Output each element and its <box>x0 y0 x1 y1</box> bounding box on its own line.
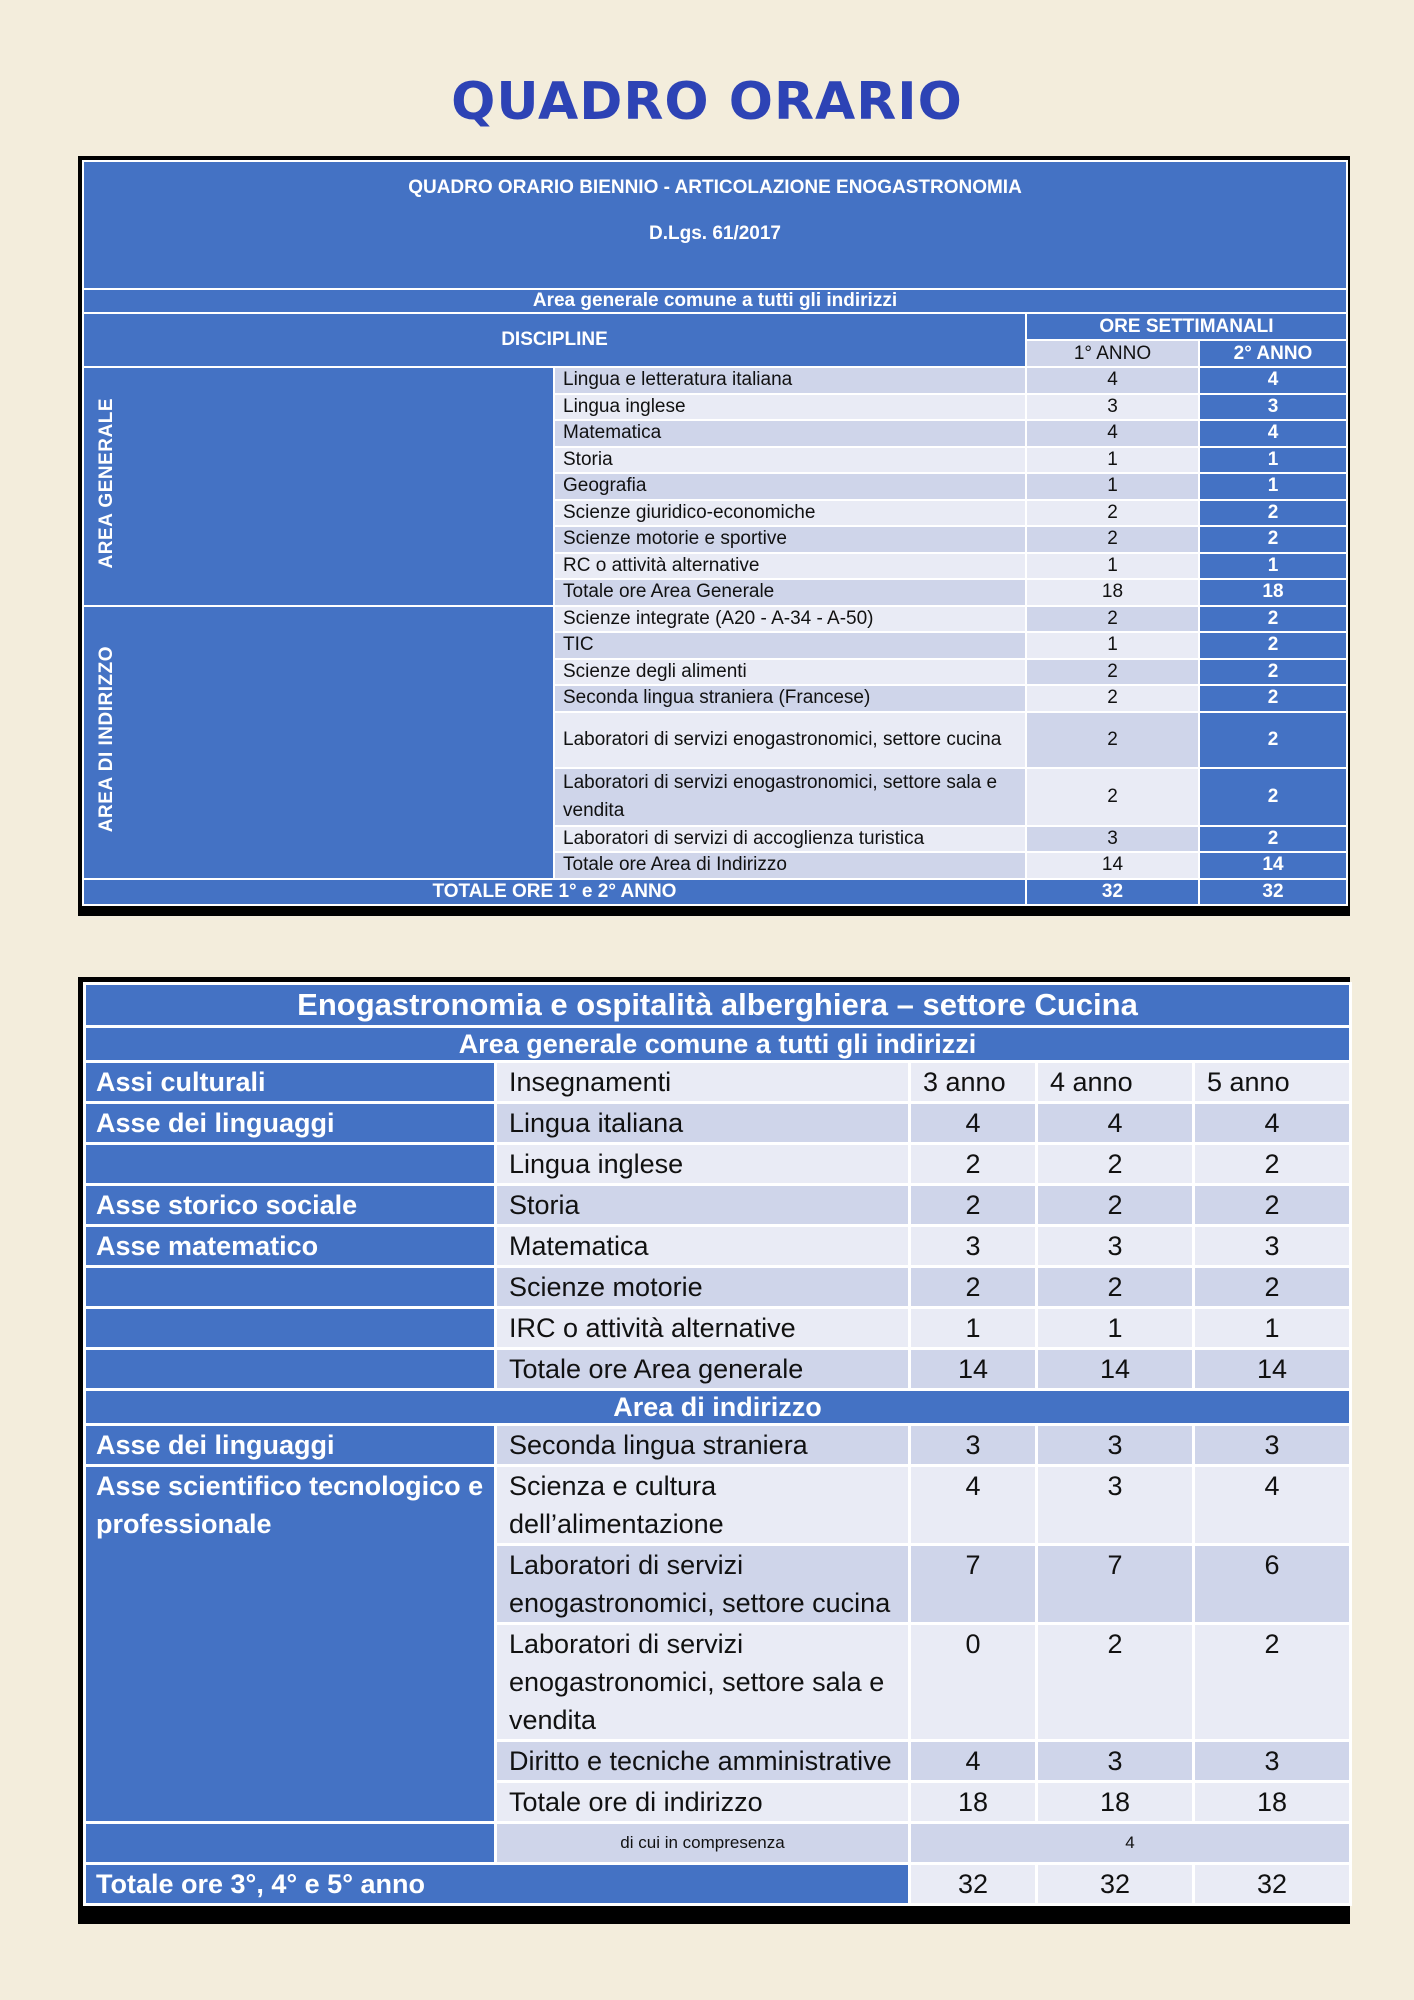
hours-year4: 3 <box>1037 1425 1194 1466</box>
hours-year1: 2 <box>1026 685 1199 712</box>
subject-cell: Storia <box>496 1185 910 1226</box>
hours-year4: 3 <box>1037 1466 1194 1545</box>
triennio-total-year4: 32 <box>1037 1864 1194 1905</box>
hours-year2: 3 <box>1199 394 1347 421</box>
compresenza-value: 4 <box>910 1823 1351 1864</box>
subject-cell: Scienze integrate (A20 - A-34 - A-50) <box>554 606 1026 633</box>
hours-year4: 2 <box>1037 1624 1194 1741</box>
asse-label: Asse dei linguaggi <box>85 1103 496 1144</box>
hours-year2: 2 <box>1199 826 1347 853</box>
hours-year5: 4 <box>1194 1103 1351 1144</box>
page-title: QUADRO ORARIO <box>451 72 963 132</box>
subject-cell: Seconda lingua straniera (Francese) <box>554 685 1026 712</box>
triennio-title: Enogastronomia e ospitalità alberghiera – settore Cucina <box>85 984 1351 1027</box>
hours-year5: 3 <box>1194 1425 1351 1466</box>
subject-cell: Lingua inglese <box>496 1144 910 1185</box>
hours-year2: 2 <box>1199 526 1347 553</box>
hours-year2: 2 <box>1199 712 1347 768</box>
hours-year3: 4 <box>910 1103 1037 1144</box>
hours-year3: 2 <box>910 1144 1037 1185</box>
area-indirizzo-header: Area di indirizzo <box>85 1390 1351 1425</box>
asse-label <box>85 1267 496 1308</box>
hours-year2: 1 <box>1199 553 1347 580</box>
hours-year1: 14 <box>1026 852 1199 879</box>
subject-cell: Diritto e tecniche amministrative <box>496 1741 910 1782</box>
subject-cell: Matematica <box>496 1226 910 1267</box>
subject-cell: IRC o attività alternative <box>496 1308 910 1349</box>
subject-cell: Laboratori di servizi enogastronomici, settore cucina <box>554 712 1026 768</box>
hours-year2: 4 <box>1199 420 1347 447</box>
biennio-title: QUADRO ORARIO BIENNIO - ARTICOLAZIONE ENOGASTRONOMIA <box>408 177 1022 198</box>
triennio-total-year3: 32 <box>910 1864 1037 1905</box>
triennio-total-year5: 32 <box>1194 1864 1351 1905</box>
subject-cell: Matematica <box>554 420 1026 447</box>
subject-cell: Scienze motorie <box>496 1267 910 1308</box>
hours-year3: 4 <box>910 1741 1037 1782</box>
hours-year4: 3 <box>1037 1741 1194 1782</box>
biennio-total-label: TOTALE ORE 1° e 2° ANNO <box>83 879 1026 906</box>
hours-year5: 2 <box>1194 1185 1351 1226</box>
triennio-table <box>78 977 1350 1924</box>
biennio-total-year1: 32 <box>1026 879 1199 906</box>
subject-cell: Laboratori di servizi enogastronomici, settore cucina <box>496 1545 910 1624</box>
hours-year1: 2 <box>1026 659 1199 686</box>
hours-year1: 1 <box>1026 447 1199 474</box>
hours-year4: 3 <box>1037 1226 1194 1267</box>
hours-year1: 2 <box>1026 606 1199 633</box>
hours-year2: 2 <box>1199 768 1347 826</box>
hours-year3: 0 <box>910 1624 1037 1741</box>
hours-year2: 2 <box>1199 659 1347 686</box>
area-generale-header: Area generale comune a tutti gli indirizzi <box>83 289 1347 313</box>
hours-year2: 1 <box>1199 473 1347 500</box>
hours-year3: 14 <box>910 1349 1037 1390</box>
area-generale-header-2: Area generale comune a tutti gli indirizzi <box>85 1027 1351 1062</box>
year2-header: 2° ANNO <box>1199 340 1347 367</box>
hours-year2: 2 <box>1199 500 1347 527</box>
hours-year4: 7 <box>1037 1545 1194 1624</box>
subject-cell: Scienze giuridico-economiche <box>554 500 1026 527</box>
hours-year3: 18 <box>910 1782 1037 1823</box>
hours-year3: 2 <box>910 1267 1037 1308</box>
hours-year4: 2 <box>1037 1185 1194 1226</box>
hours-year3: 2 <box>910 1185 1037 1226</box>
hours-year2: 18 <box>1199 579 1347 606</box>
subject-cell: Scienze motorie e sportive <box>554 526 1026 553</box>
biennio-table <box>78 156 1350 916</box>
hours-year1: 1 <box>1026 473 1199 500</box>
subject-cell: Geografia <box>554 473 1026 500</box>
hours-year1: 4 <box>1026 420 1199 447</box>
hours-year4: 4 <box>1037 1103 1194 1144</box>
hours-year1: 18 <box>1026 579 1199 606</box>
hours-year1: 2 <box>1026 768 1199 826</box>
hours-year3: 1 <box>910 1308 1037 1349</box>
assi-header: Assi culturali <box>85 1062 496 1103</box>
hours-year1: 2 <box>1026 500 1199 527</box>
biennio-total-year2: 32 <box>1199 879 1347 906</box>
decree-reference: D.Lgs. 61/2017 <box>648 223 782 244</box>
subject-cell: Lingua inglese <box>554 394 1026 421</box>
hours-year2: 14 <box>1199 852 1347 879</box>
hours-year2: 2 <box>1199 685 1347 712</box>
hours-year5: 3 <box>1194 1741 1351 1782</box>
subject-total-cell: Totale ore di indirizzo <box>496 1782 910 1823</box>
hours-year5: 18 <box>1194 1782 1351 1823</box>
subject-cell: Lingua italiana <box>496 1103 910 1144</box>
area-generale-side-label: AREA GENERALE <box>83 367 554 606</box>
subject-total-cell: Totale ore Area di Indirizzo <box>554 852 1026 879</box>
hours-year5: 2 <box>1194 1267 1351 1308</box>
subject-cell: RC o attività alternative <box>554 553 1026 580</box>
hours-year4: 2 <box>1037 1267 1194 1308</box>
hours-year4: 18 <box>1037 1782 1194 1823</box>
hours-year4: 1 <box>1037 1308 1194 1349</box>
hours-year1: 1 <box>1026 553 1199 580</box>
subject-cell: Laboratori di servizi enogastronomici, settore sala e vendita <box>496 1624 910 1741</box>
year3-header: 3 anno <box>910 1062 1037 1103</box>
asse-label: Asse storico sociale <box>85 1185 496 1226</box>
subject-cell: Laboratori di servizi di accoglienza turistica <box>554 826 1026 853</box>
hours-year3: 7 <box>910 1545 1037 1624</box>
insegnamenti-header: Insegnamenti <box>496 1062 910 1103</box>
subject-cell: Scienza e cultura dell’alimentazione <box>496 1466 910 1545</box>
hours-year1: 2 <box>1026 526 1199 553</box>
hours-year5: 2 <box>1194 1144 1351 1185</box>
asse-label: Asse dei linguaggi <box>85 1425 496 1466</box>
year5-header: 5 anno <box>1194 1062 1351 1103</box>
year4-header: 4 anno <box>1037 1062 1194 1103</box>
subject-cell: Storia <box>554 447 1026 474</box>
asse-label <box>85 1349 496 1390</box>
hours-year5: 3 <box>1194 1226 1351 1267</box>
asse-label <box>85 1308 496 1349</box>
asse-label-empty <box>85 1823 496 1864</box>
hours-year3: 3 <box>910 1425 1037 1466</box>
area-indirizzo-side-label: AREA DI INDIRIZZO <box>83 606 554 879</box>
asse-label: Asse scientifico tecnologico e professionale <box>85 1466 496 1823</box>
subject-cell: Seconda lingua straniera <box>496 1425 910 1466</box>
year1-header: 1° ANNO <box>1026 340 1199 367</box>
subject-total-cell: Totale ore Area generale <box>496 1349 910 1390</box>
hours-year5: 4 <box>1194 1466 1351 1545</box>
weekly-hours-header: ORE SETTIMANALI <box>1026 313 1347 340</box>
subject-cell: TIC <box>554 632 1026 659</box>
hours-year5: 1 <box>1194 1308 1351 1349</box>
hours-year5: 14 <box>1194 1349 1351 1390</box>
hours-year2: 4 <box>1199 367 1347 394</box>
discipline-header: DISCIPLINE <box>83 313 1026 367</box>
hours-year3: 4 <box>910 1466 1037 1545</box>
subject-cell: Laboratori di servizi enogastronomici, settore sala e vendita <box>554 768 1026 826</box>
triennio-total-label: Totale ore 3°, 4° e 5° anno <box>85 1864 910 1905</box>
hours-year2: 1 <box>1199 447 1347 474</box>
biennio-title-block <box>83 161 1347 289</box>
hours-year5: 6 <box>1194 1545 1351 1624</box>
subject-cell: Scienze degli alimenti <box>554 659 1026 686</box>
hours-year4: 2 <box>1037 1144 1194 1185</box>
hours-year1: 2 <box>1026 712 1199 768</box>
hours-year1: 4 <box>1026 367 1199 394</box>
hours-year1: 3 <box>1026 394 1199 421</box>
subject-total-cell: Totale ore Area Generale <box>554 579 1026 606</box>
hours-year4: 14 <box>1037 1349 1194 1390</box>
hours-year5: 2 <box>1194 1624 1351 1741</box>
hours-year1: 1 <box>1026 632 1199 659</box>
hours-year3: 3 <box>910 1226 1037 1267</box>
subject-cell: Lingua e letteratura italiana <box>554 367 1026 394</box>
asse-label: Asse matematico <box>85 1226 496 1267</box>
hours-year2: 2 <box>1199 606 1347 633</box>
hours-year1: 3 <box>1026 826 1199 853</box>
hours-year2: 2 <box>1199 632 1347 659</box>
asse-label <box>85 1144 496 1185</box>
compresenza-label: di cui in compresenza <box>496 1823 910 1864</box>
